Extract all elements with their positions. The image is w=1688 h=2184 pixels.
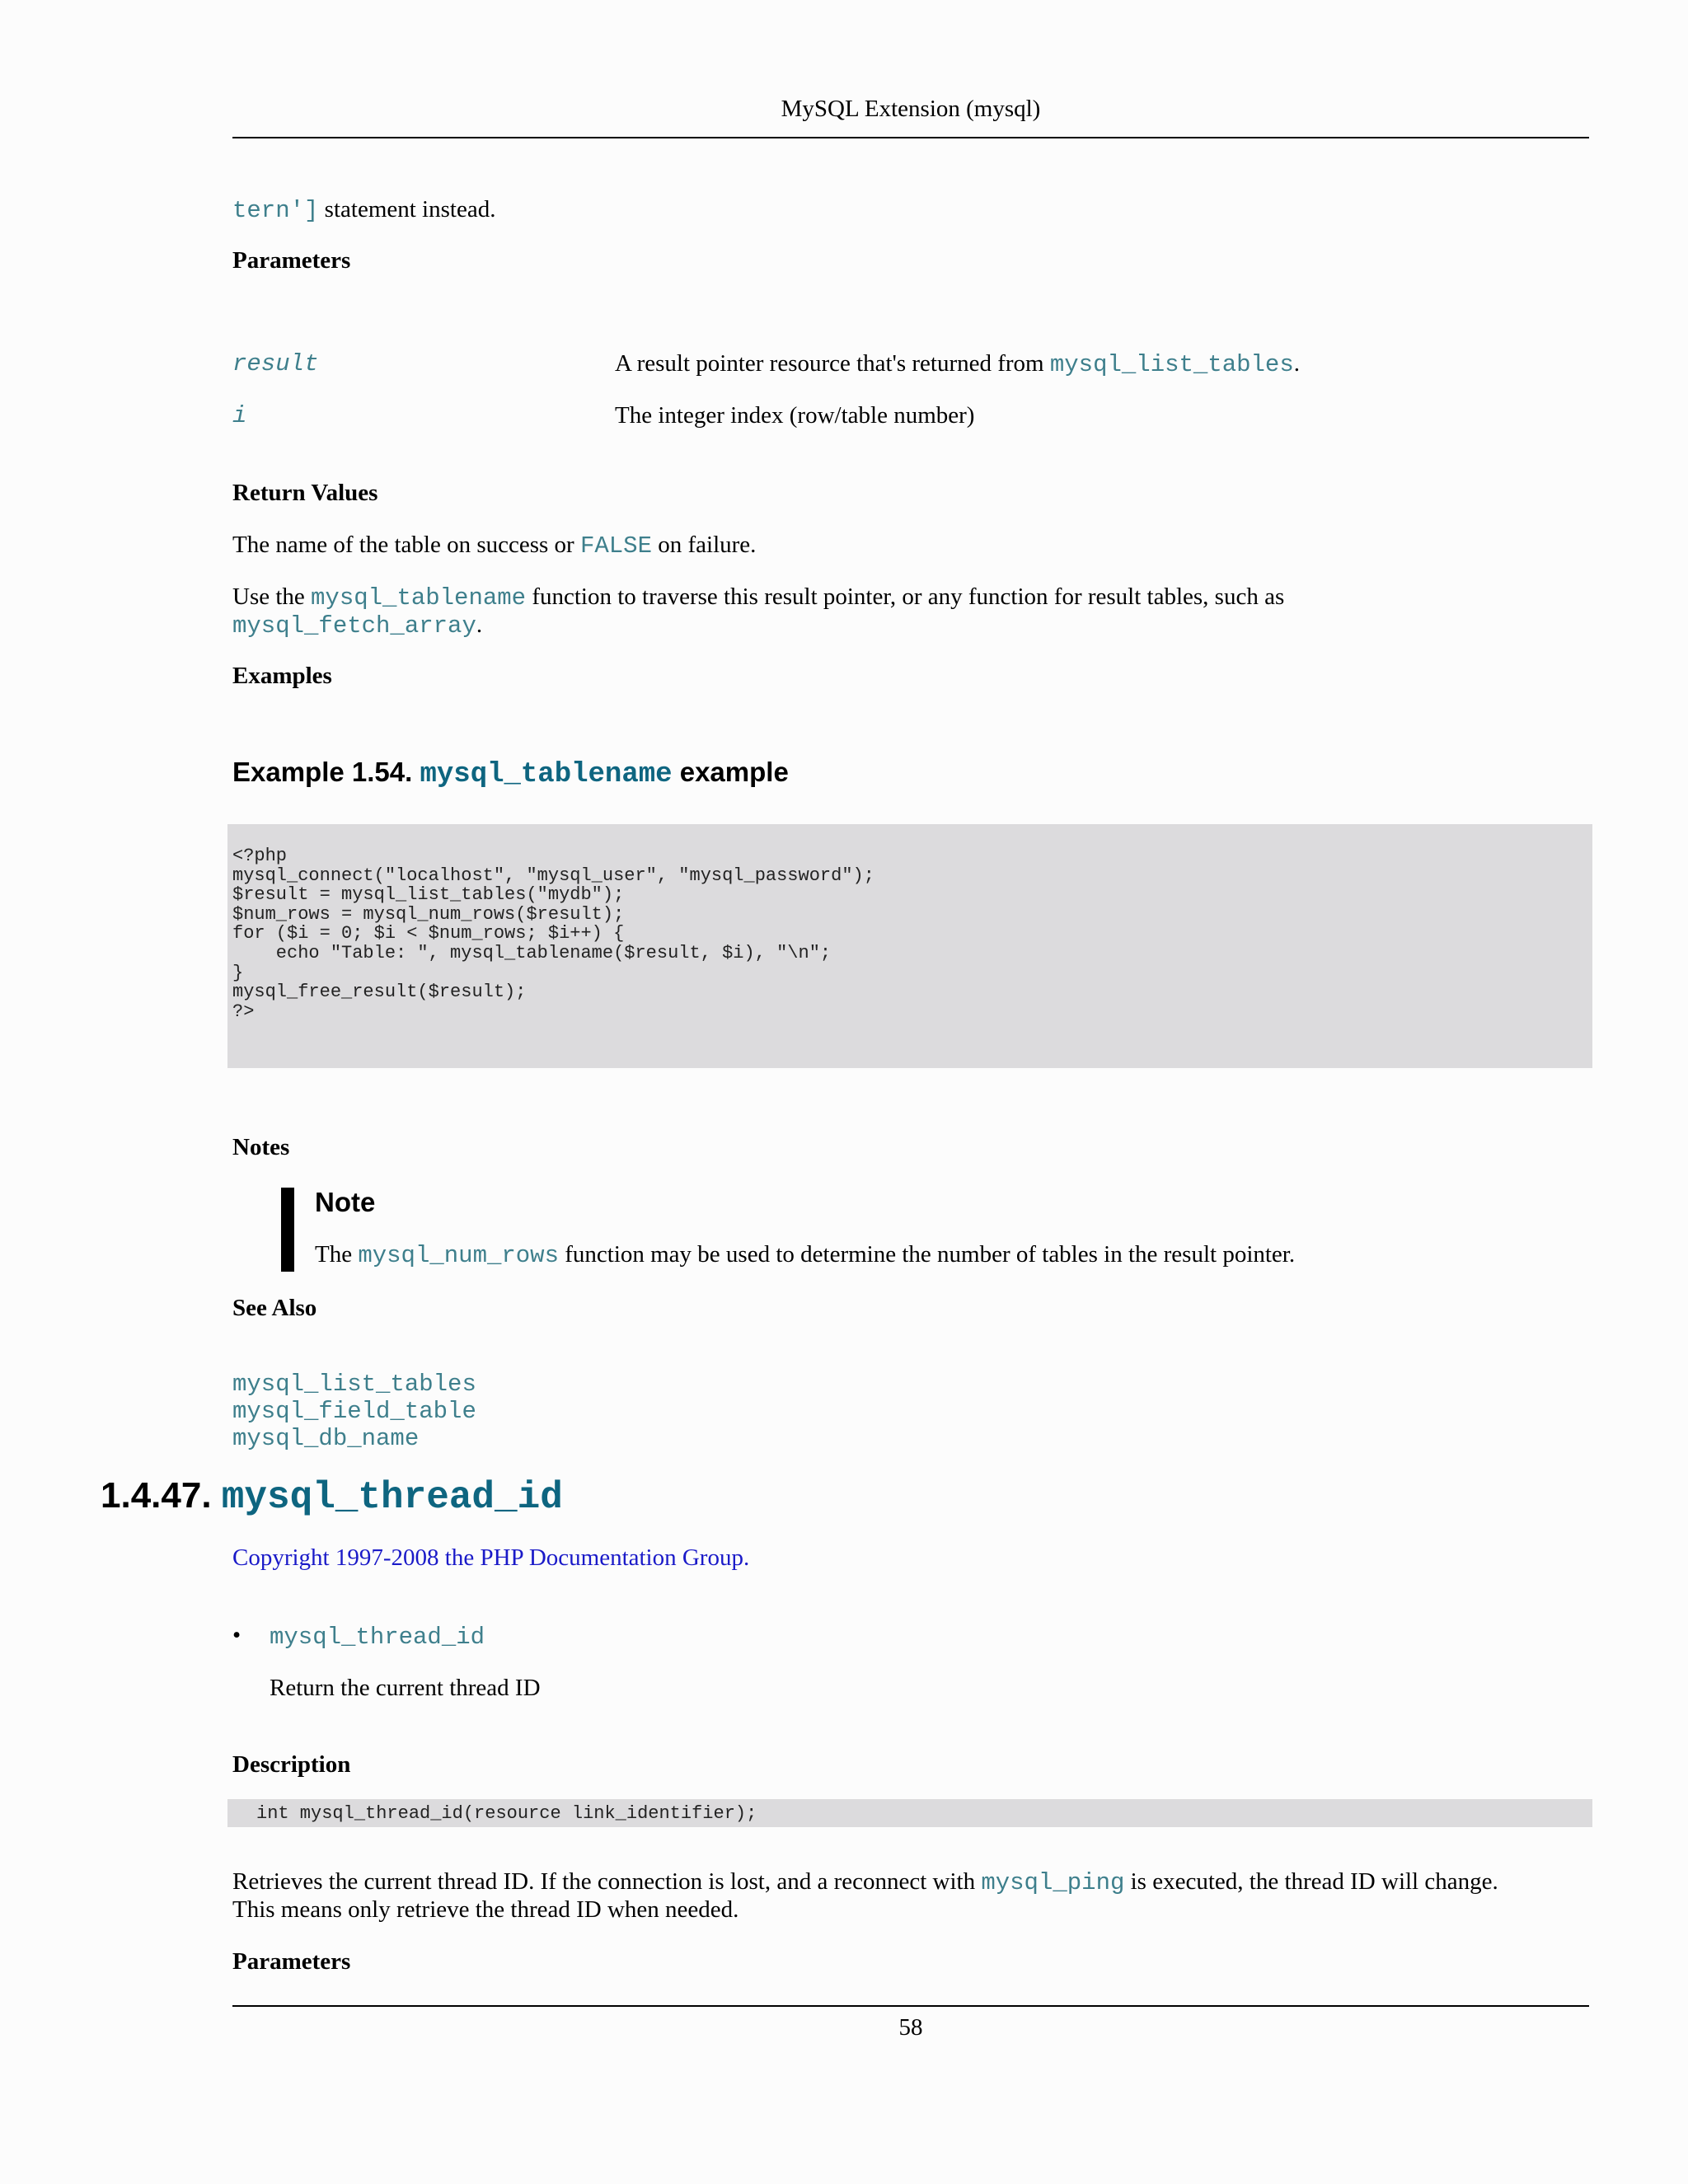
fetch-array-link[interactable]: mysql_fetch_array	[232, 612, 476, 640]
see-also-link[interactable]: mysql_field_table	[232, 1398, 476, 1425]
intro-text: statement instead.	[318, 196, 496, 223]
example-code: <?php mysql_connect("localhost", "mysql_user", "mysql_password"); $result = mysql_list_tables("mydb"); $num_rows = mysql_num_rows($result); for ($i = 0; $i < $num_rows; $i++) { echo "Table: ", mysql_tablename($result, $i), "\n"; } mysql_free_result($result); ?>	[232, 846, 874, 1022]
see-also-link[interactable]: mysql_db_name	[232, 1425, 420, 1452]
examples-heading: Examples	[232, 663, 332, 689]
page-header	[232, 96, 1589, 123]
return-line-2	[232, 583, 1589, 640]
parameters-heading: Parameters	[232, 247, 351, 274]
return2-suffix: .	[476, 612, 483, 638]
intro-line	[232, 196, 495, 224]
copyright-link[interactable]: Copyright 1997-2008 the PHP Documentation Group.	[232, 1544, 750, 1571]
intro-code[interactable]: tern']	[232, 197, 319, 224]
header-title: MySQL Extension (mysql)	[781, 96, 1041, 122]
footer-rule	[232, 2005, 1589, 2007]
tablename-link[interactable]: mysql_tablename	[311, 584, 527, 612]
desc-line-2: This means only retrieve the thread ID when needed.	[232, 1896, 739, 1923]
section-title[interactable]: mysql_thread_id	[221, 1476, 563, 1519]
note-suffix: function may be used to determine the number of tables in the result pointer.	[558, 1241, 1296, 1268]
thread-id-link[interactable]: mysql_thread_id	[270, 1624, 485, 1651]
example-code-block	[227, 824, 1592, 1068]
example-code-title[interactable]: mysql_tablename	[420, 759, 673, 790]
return-values-heading: Return Values	[232, 480, 378, 506]
return-text: The name of the table on success or	[232, 532, 580, 558]
synopsis-block	[227, 1799, 1592, 1827]
parameters-heading-2: Parameters	[232, 1948, 351, 1975]
return2-middle: function to traverse this result pointer, or any function for result tables, such as	[526, 583, 1285, 610]
section-number: 1.4.47.	[101, 1475, 222, 1516]
notes-heading: Notes	[232, 1134, 290, 1160]
param-desc	[615, 350, 1300, 378]
param-desc-text: A result pointer resource that's returned from	[615, 350, 1050, 377]
param-desc-suffix: .	[1293, 350, 1300, 377]
description-text	[232, 1868, 1589, 1924]
desc-prefix: Retrieves the current thread ID. If the connection is lost, and a reconnect with	[232, 1868, 982, 1895]
bullet-desc: Return the current thread ID	[270, 1675, 541, 1701]
ping-link[interactable]: mysql_ping	[981, 1869, 1125, 1896]
note-bar	[281, 1188, 294, 1272]
note-prefix: The	[315, 1241, 359, 1268]
see-also-list	[232, 1371, 476, 1452]
param-desc-link[interactable]: mysql_list_tables	[1049, 351, 1294, 378]
num-rows-link[interactable]: mysql_num_rows	[358, 1242, 559, 1269]
section-heading	[101, 1475, 563, 1519]
see-also-link[interactable]: mysql_list_tables	[232, 1371, 476, 1398]
param-name[interactable]: i	[232, 402, 247, 429]
note-title: Note	[315, 1187, 376, 1217]
return-line-1	[232, 532, 756, 560]
example-label: Example 1.54.	[232, 757, 420, 787]
note-text	[315, 1241, 1295, 1269]
false-code[interactable]: FALSE	[579, 532, 652, 560]
description-heading: Description	[232, 1751, 351, 1778]
bullet-icon: •	[232, 1622, 241, 1648]
see-also-heading: See Also	[232, 1295, 317, 1321]
synopsis-code: int mysql_thread_id(resource link_identifier);	[256, 1803, 757, 1824]
param-name[interactable]: result	[232, 350, 319, 377]
example-title	[232, 757, 789, 790]
desc-suffix: is executed, the thread ID will change.	[1124, 1868, 1498, 1895]
return2-text: Use the	[232, 583, 312, 610]
return-text-suffix: on failure.	[651, 532, 757, 558]
param-desc: The integer index (row/table number)	[615, 402, 975, 429]
header-rule	[232, 137, 1589, 138]
example-suffix: example	[672, 757, 789, 787]
page-number: 58	[898, 2014, 923, 2041]
